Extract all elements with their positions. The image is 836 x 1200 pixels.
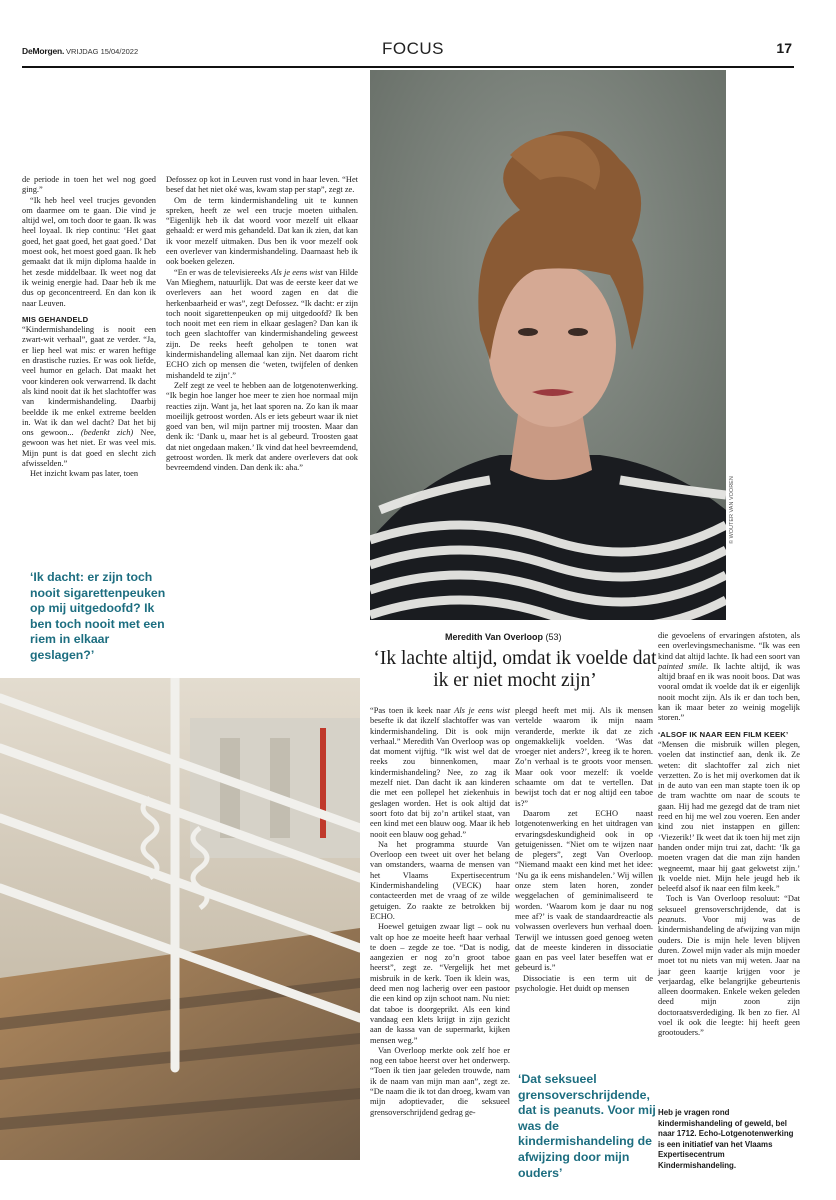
interviewee-age: (53) bbox=[545, 632, 562, 642]
issue-date: VRIJDAG 15/04/2022 bbox=[66, 47, 139, 56]
portrait-photo bbox=[370, 70, 726, 620]
paragraph: Na het programma stuurde Van Overloop een tweet uit over het belang van omstanders, waarna de mensen van het Vlaams Expertisecentrum Kindermishandeling (VECK) haar contacteerden met de vraag of ze wilde getuigen. Zo raakte ze betrokken bij ECHO. bbox=[370, 839, 510, 921]
photo-credit: © WOUTER VAN VOOREN bbox=[729, 476, 735, 544]
page-header bbox=[22, 39, 794, 68]
paragraph: “Pas toen ik keek naar Als je eens wist besefte ik dat ikzelf slachtoffer was van kindermishandeling. Dit is ook mijn verhaal.” Meredith Van Overloop was op dat moment vijftig. “Ik wist wel dat de reeks zou binnenkomen, maar kindermishandeling? Nee, zo zag ik mezelf niet. Dan dacht ik aan kinderen die met een pollepel het ziekenhuis in geslagen worden. Het is ook altijd dat soort foto dat bij zo’n artikel staat, van een kind met een blauw oog. Maar ik heb nooit een blauw oog gehad.” bbox=[370, 706, 510, 839]
interviewee-byline bbox=[445, 632, 562, 642]
section-title: FOCUS bbox=[382, 39, 444, 58]
paragraph: Daarom zet ECHO naast lotgenotenwerking en het uitdragen van ervaringsdeskundigheid ook in op getuigenissen. “Niet om te wijzen naar de plegers”, zegt Van Overloop. “Niemand maakt een kind met het idee: ‘Nu ga ik eens mishandelen.’ Wij willen onze stem laten horen, zonder weggelachen of geminimaliseerd te worden. ‘Waarom kom je daar nu nog mee af?’ is vaak de standaardreactie als volwassen overlevers hun verhaal doen. Terwijl we intussen goed genoeg weten dat de meeste kinderen in dissociatie gaan en pas veel later beseffen wat er gebeurd is.” bbox=[515, 808, 653, 973]
paragraph: “Ik heb heel veel trucjes gevonden om daarmee om te gaan. Die vind je altijd wel, om toch door te gaan. Ik was heel loyaal. Ik riep continu: ‘Het gaat goed, het gaat goed, het gaat goed.’ Dat moest ook, het moest goed gaan. Ik heb gemaakt dat ik mijn diploma haalde in het zesde middelbaar. Ik weet nog dat ik weinig energie had. Daar heb ik me dus op geconcentreerd. En dan kon ik naar Leuven. bbox=[22, 195, 156, 308]
interviewee-name: Meredith Van Overloop bbox=[445, 632, 544, 642]
paragraph: de periode in toen het wel nog goed ging.” bbox=[22, 175, 156, 195]
paragraph: Zelf zegt ze veel te hebben aan de lotgenotenwerking. “Ik begin hoe langer hoe meer te zien hoe normaal mijn reacties zijn. Want ja, het laat sporen na. Zo kan ik maar moeilijk getroost worden. Als er iets gebeurt waar ik niet goed van ben, wil mijn partner mij troosten. Maar dan denk ik: ‘Dank u, maar het is al gebeurd. Troosten gaat dat niet ongedaan maken.’ Ik vind dat heel bevreemdend, getroost worden. Ik merk dat andere overlevers dat ook bevreemdend vinden. Dan denk ik: aha.” bbox=[166, 380, 358, 473]
article-column-3 bbox=[370, 706, 510, 1118]
article-headline: ‘Ik lachte altijd, omdat ik voelde dat ik er niet mocht zijn’ bbox=[373, 648, 657, 691]
article-column-4 bbox=[515, 706, 653, 994]
paragraph: Dissociatie is een term uit de psychologie. Het duidt op mensen bbox=[515, 973, 653, 994]
article-column-1 bbox=[22, 175, 156, 480]
paragraph: Defossez op kot in Leuven rust vond in haar leven. “Het besef dat het niet oké was, kwam stap per stap”, zegt ze. bbox=[166, 175, 358, 195]
paragraph: Het inzicht kwam pas later, toen bbox=[30, 469, 139, 479]
paragraph: Van Overloop merkte ook zelf hoe er nog een taboe heerst over het onderwerp. “Toen ik tien jaar geleden trouwde, nam ik de naam van mijn man aan”, zegt ze. “De naam die ik tot dan droeg, kwam van mijn adoptievader, die seksueel grensoverschrijdend gedrag ge- bbox=[370, 1045, 510, 1117]
paragraph: Om de term kindermishandeling uit te kunnen spreken, heeft ze wel een trucje moeten uithalen. “Eigenlijk heb ik dat woord voor mezelf uit elkaar gehaald: er werd mis gehandeld. Dat kan ik zien, dat kan ik voor mezelf uitmaken. Dus ben ik voor mezelf ook een overlever van kindermishandeling. Daarnaast heb ik ook boeken gelezen. bbox=[166, 195, 358, 267]
paragraph: Toch is Van Overloop resoluut: “Dat seksueel grensoverschrijdende, dat is peanuts. Voor mij was de kindermishandeling de afwijzing van mijn ouders. Die is mijn hele leven blijven duren. Zowel mijn vader als mijn moeder moet tot nu niets van mij weten. Jaar na jaar geen kaartje krijgen voor je verjaardag, elke belangrijke gebeurtenis alleen doormaken. Enkele weken geleden deed mijn zoon zijn doctoraatsverdediging. Ik ben zo fier. Al voel ik ook die leegte: hij heeft geen grootouders.” bbox=[658, 894, 800, 1038]
paragraph: pleegd heeft met mij. Als ik mensen vertelde waarom ik mijn naam veranderde, merkte ik dat ze zich ongemakkelijk voelden. ‘Was dat vroeger niet anders?’, kreeg ik te horen. Zo’n verhaal is te groots voor mensen. Maar ook voor mezelf: ik voelde schaamte om dat te vertellen. Dat bewijst toch dat er nog altijd een taboe is?” bbox=[515, 706, 653, 808]
page-number: 17 bbox=[776, 40, 792, 56]
paragraph: Hoewel getuigen zwaar ligt – ook nu valt op hoe ze moeite heeft haar verhaal te doen – zegde ze toe. “Dat is nodig, aangezien er nog zo’n groot taboe heerst”, zegt ze. “Vergelijk het met misbruik in de kerk. Toen ik klein was, deed men nog lacherig over een pastoor die een kind op zijn schoot nam. Nu niet: dat taboe is doorgeprikt. Als een kind vandaag een klets krijgt in zijn gezicht aan de kassa van de supermarkt, kijken mensen weg.” bbox=[370, 922, 510, 1045]
article-column-2 bbox=[166, 175, 358, 474]
pull-quote-1: ‘Ik dacht: er zijn toch nooit sigarettenpeuken op mij uitgedoofd? Ik ben toch nooit met een riem in elkaar geslagen?’ bbox=[30, 570, 166, 662]
stairs-railing-photo bbox=[0, 678, 360, 1160]
helpline-info: Heb je vragen rond kindermishandeling of geweld, bel naar 1712. Echo-Lotgenotenwerking is een initiatief van het Vlaams Expertisecentrum Kindermishandeling. bbox=[658, 1108, 794, 1170]
paragraph: “En er was de televisiereeks Als je eens wist van Hilde Van Mieghem, natuurlijk. Dat was de eerste keer dat we overlevers aan het woord zagen en dat die herkenbaarheid er was”, zegt Defossez. “Ik dacht: er zijn toch nooit sigarettenpeuken op mij uitgedoofd? Ik ben toch nooit met een riem in elkaar geslagen? Dan kan ik toch geen slachtoffer van kindermishandeling geweest zijn. De reeks heeft geholpen te tonen wat kindermishandeling allemaal kan zijn. Net daarom richt ECHO zich op mensen die ‘weten, twijfelen of denken mishandeld te zijn’.” bbox=[166, 267, 358, 380]
subheading: ‘ALSOF IK NAAR EEN FILM KEEK’ bbox=[658, 729, 789, 739]
subheading: MIS GEHANDELD bbox=[22, 314, 89, 324]
article-column-5 bbox=[658, 631, 800, 1039]
pull-quote-2: ‘Dat seksueel grensoverschrijdende, dat is peanuts. Voor mij was de kindermishandeling de afwijzing door mijn ouders’ bbox=[518, 1072, 656, 1180]
paragraph: die gevoelens of ervaringen afstoten, als een overlevingsmechanisme. “Ik was een kind dat altijd lachte. Ik had een soort van painted smile. Ik lachte altijd, ik was altijd braaf en ik was nooit boos. Dat was vooral omdat ik voelde dat ik er eigenlijk nooit mocht zijn. Als ik er dan toch ben, kan ik maar beter zo weinig mogelijk storen.” bbox=[658, 631, 800, 723]
newspaper-brand: DeMorgen. bbox=[22, 46, 65, 56]
paragraph: “Kindermishandeling is nooit een zwart-wit verhaal”, gaat ze verder. “Ja, er liep heel wat mis: er waren heftige en drastische ruzies. Er was ook liefde, veel humor en gelach. Dat maakt het voor kinderen ook verwarrend. Ik dacht als kind nooit dat ik het slachtoffer was van kindermishandeling. Daarbij beeldde ik me enkel extreme beelden in. Wat ik dan wel dacht? Dat het bij ons gewoon... (bedenkt zich) Nee, gewoon was het niet. Er was veel mis. Mijn punt is dat goed en slecht zich afwisselden.” bbox=[22, 325, 156, 469]
paragraph: “Mensen die misbruik willen plegen, voelen dat instinctief aan, denk ik. Ze weten: dit slachtoffer zal zich niet verzetten. Zo is het mij overkomen dat ik in de auto van een man stapte toen ik op de tram wachtte om naar de scouts te gaan. Hij had me gezegd dat de tram niet reed en hij me wel zou voeren. Een ander kind zou niet instappen en gillen: ‘Viezerik!’ Ik weet dat ik toen hij met zijn handen onder mijn trui zat, dacht: ‘Ik ga moeten vragen dat die man zijn handen wegneemt, maar hij gaat gekwetst zijn.’ Ik voelde niet. Mijn hele jeugd heb ik beleefd alsof ik naar een film keek.” bbox=[658, 739, 800, 894]
